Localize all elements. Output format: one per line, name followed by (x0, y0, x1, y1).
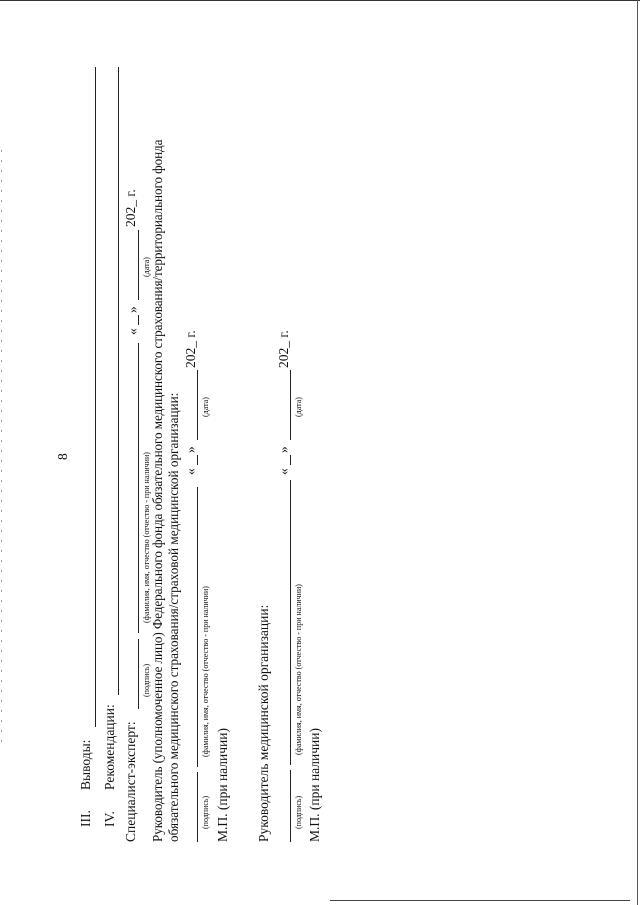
fund-head-line2: обязательного медицинского страхования/страховой медицинской организации: (166, 392, 181, 842)
org-stamp: М.П. (при наличии) (307, 728, 322, 842)
recommendations-line (118, 67, 119, 695)
org-signature-caption: (подпись) (294, 795, 303, 829)
expert-date-quote-open: « (125, 328, 140, 335)
recommendations-label: Рекомендации: (102, 704, 117, 790)
expert-fio-line (138, 343, 139, 633)
org-day-line (290, 455, 291, 465)
fund-fio-line (197, 487, 198, 767)
fund-signature-line (197, 772, 198, 842)
expert-date-caption: (дата) (142, 257, 151, 277)
fund-head-line1: Руководитель (уполномоченное лицо) Федерального фонда обязательного медицинского страхования/территориального фонда (150, 139, 165, 842)
org-signature-line (290, 770, 291, 842)
fund-date-quote-close: » (183, 446, 198, 453)
expert-signature-caption: (подпись) (142, 663, 151, 697)
expert-signature-line (138, 639, 139, 709)
fund-signature-caption: (подпись) (201, 795, 210, 829)
org-fio-line (290, 480, 291, 765)
fund-year: 202_ г. (183, 330, 198, 368)
fund-date-caption: (дата) (201, 397, 210, 417)
org-date-line (290, 370, 291, 440)
expert-fio-caption: (фамилия, имя, отчество (отчество - при наличии) (142, 452, 151, 623)
fund-fio-caption: (фамилия, имя, отчество (отчество - при наличии) (201, 586, 210, 757)
org-date-quote-close: » (276, 446, 291, 453)
org-fio-caption: (фамилия, имя, отчество (отчество - при наличии) (294, 584, 303, 755)
conclusions-line (95, 67, 96, 727)
section-number-iv: IV. (102, 811, 117, 827)
fund-stamp: М.П. (при наличии) (215, 728, 230, 842)
expert-date-line (138, 230, 139, 300)
org-date-quote-open: « (276, 468, 291, 475)
conclusions-label: Выводы: (78, 739, 93, 790)
expert-year: 202_ г. (123, 189, 138, 227)
section-number-iii: III. (78, 810, 93, 827)
org-date-caption: (дата) (294, 397, 303, 417)
fund-date-line (197, 370, 198, 440)
org-head-label: Руководитель медицинской организации: (256, 604, 271, 842)
fund-day-line (197, 455, 198, 465)
page-number: 8 (55, 453, 70, 460)
fund-date-quote-open: « (183, 468, 198, 475)
org-year: 202_ г. (276, 330, 291, 368)
expert-label: Специалист-эксперт: (123, 721, 138, 842)
expert-date-quote-close: » (125, 306, 140, 313)
expert-day-line (138, 315, 139, 325)
